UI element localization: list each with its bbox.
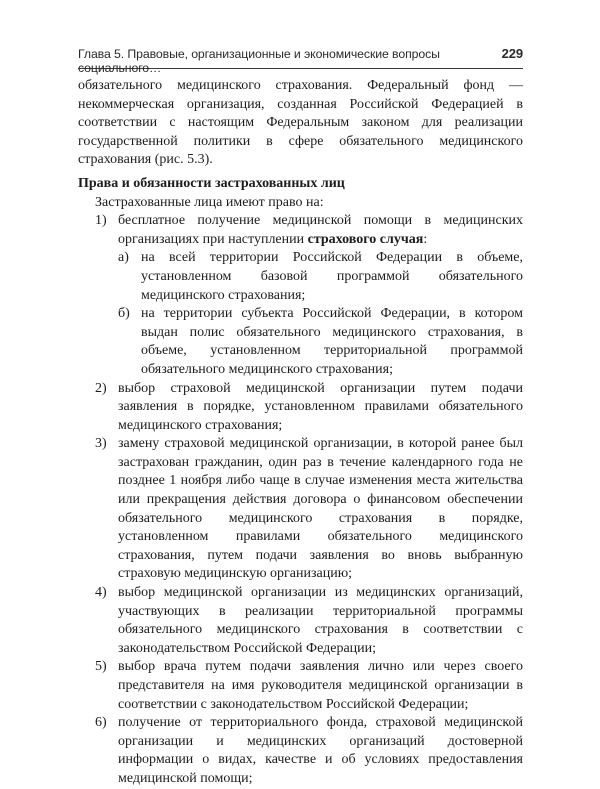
sub-item-text: на территории субъекта Российской Федерации, в котором выдан полис обязательного медицинского страхования, в объеме, установленном территориальной программой обязательного медицинского страхования; [141,306,523,377]
page-body [78,77,523,789]
list-item-text: бесплатное получение медицинской помощи в медицинских организациях при наступлении [118,213,523,247]
list-marker: 5) [95,659,107,675]
list-item-text: выбор страховой медицинской организации путем подачи заявления в порядке, установленном правилами обязательного медицинского страхования; [118,380,523,433]
list-item-text: выбор врача путем подачи заявления лично или через своего представителя на имя руководителя медицинской организации в соответствии с законодательством Российской Федерации; [118,659,523,712]
intro-paragraph: обязательного медицинского страхования. Федеральный фонд — некоммерческая организация, созданная Российской Федерацией в соответствии с настоящим Федеральным законом для реализации государственной политики в сфере обязательного медицинского страхования (рис. 5.3). [78,78,523,168]
list-item-text-end: : [423,231,428,247]
list-marker: 1) [95,213,107,229]
list-marker: 3) [95,436,107,452]
book-page [78,46,523,789]
sub-marker: б) [118,306,130,322]
list-item-6 [78,714,523,788]
list-marker: 4) [95,585,107,601]
sub-item-text: на всей территории Российской Федерации в объеме, установленном базовой программой обязательного медицинского страхования; [141,250,523,303]
list-marker: 2) [95,380,107,396]
defined-term: страхового случая [307,231,424,247]
list-item-3 [78,435,523,584]
sub-list [78,249,523,379]
list-item-4 [78,584,523,658]
section-heading: Права и обязанности застрахованных лиц [78,175,345,191]
list-item-text: замену страховой медицинской организации, в которой ранее был застрахован гражданин, один раз в течение календарного года не позднее 1 ноября либо чаще в случае изменения места жительства или прекращения действия договора о финансовом обеспечении обязательного медицинского страхования в порядке, установленном правилами обязательного медицинского страхования, путем подачи заявления во вновь выбранную страховую медицинскую организацию; [118,436,523,582]
running-header [78,46,523,75]
list-item-2 [78,380,523,436]
sub-marker: а) [118,250,129,266]
sub-item-b [101,305,523,379]
list-item-text: получение от территориального фонда, страховой медицинской организации и медицинских организаций достоверной информации о видах, качестве и об условиях предоставления медицинской помощи; [118,715,523,786]
list-item-1 [78,212,523,249]
section-lead: Застрахованные лица имеют право на: [95,194,324,210]
chapter-title: Глава 5. Правовые, организационные и экономические вопросы социального… [78,47,440,75]
list-marker: 6) [95,715,107,731]
sub-item-a [101,249,523,305]
list-item-text: выбор медицинской организации из медицинских организаций, участвующих в реализации территориальной программы обязательного медицинского страхования в соответствии с законодательством Российской Федерации; [118,585,523,656]
list-item-5 [78,658,523,714]
page-number: 229 [501,46,523,61]
